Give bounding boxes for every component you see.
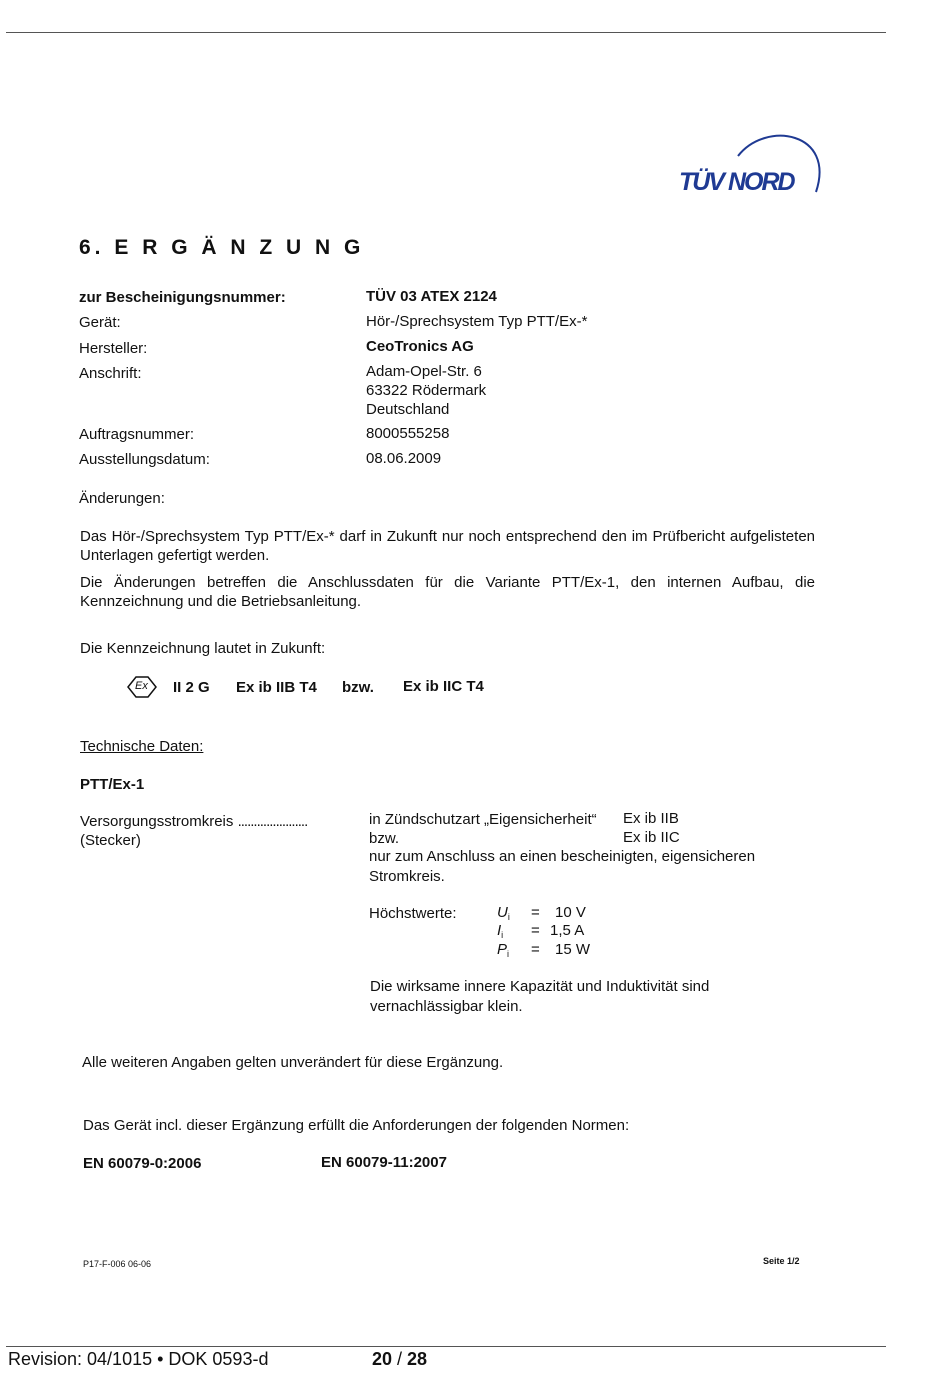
address-line: Deutschland (366, 401, 450, 418)
address-line: 63322 Rödermark (366, 382, 487, 399)
supply-line-2: bzw. (369, 830, 400, 847)
max-value-subscript: i (501, 930, 504, 940)
page-title: 6. E R G Ä N Z U N G (79, 236, 365, 259)
max-value-symbol: I (497, 922, 502, 939)
top-divider (6, 32, 886, 33)
tuv-nord-logo (676, 126, 836, 206)
max-value-val: 1,5 A (550, 922, 585, 939)
address-label: Anschrift: (79, 365, 142, 382)
max-value-subscript: i (507, 949, 510, 959)
supply-line-4: Stromkreis. (369, 868, 445, 885)
max-value-subscript: i (507, 912, 510, 922)
changes-label: Änderungen: (79, 490, 165, 507)
capacitance-line-1: Die wirksame innere Kapazität und Induktivität sind (370, 978, 710, 995)
order-label: Auftragsnummer: (79, 426, 195, 443)
max-value-row (497, 941, 509, 963)
footer-page-current: 20 (372, 1349, 393, 1369)
device-value: Hör-/Sprechsystem Typ PTT/Ex-* (366, 313, 588, 330)
max-value-val: 10 V (555, 904, 586, 921)
norms-intro: Das Gerät incl. dieser Ergänzung erfüllt die Anforderungen der folgenden Normen: (83, 1117, 630, 1134)
max-value-eq: = (531, 922, 540, 939)
marking-type-iib: Ex ib IIB T4 (236, 679, 317, 696)
footer-page-total: 28 (407, 1349, 428, 1369)
supply-value-iib: Ex ib IIB (623, 810, 679, 827)
norm-item: EN 60079-0:2006 (83, 1155, 202, 1172)
supply-dots: ...................... (237, 813, 308, 830)
supply-label-text: Versorgungsstromkreis (80, 813, 234, 830)
order-value: 8000555258 (366, 425, 450, 442)
norm-item: EN 60079-11:2007 (321, 1154, 447, 1171)
marking-intro: Die Kennzeichnung lautet in Zukunft: (80, 640, 326, 657)
paragraph-changes: Die Änderungen betreffen die Anschlussdaten für die Variante PTT/Ex-1, den internen Aufbau, die Kennzeichnung und die Betriebsanleitung. (80, 574, 815, 610)
supply-sub-label: (Stecker) (80, 832, 141, 849)
max-value-eq: = (531, 904, 540, 921)
page-indicator: Seite 1/2 (763, 1256, 800, 1266)
footer-revision: Revision: 04/1015 • DOK 0593-d (8, 1349, 269, 1369)
paragraph-production: Das Hör-/Sprechsystem Typ PTT/Ex-* darf in Zukunft nur noch entsprechend den im Prüfbericht aufgelisteten Unterlagen gefertigt werden. (80, 528, 815, 564)
variant-label: PTT/Ex-1 (80, 776, 145, 793)
device-label: Gerät: (79, 314, 121, 331)
supply-line-1: in Zündschutzart „Eigensicherheit“ (369, 811, 597, 828)
footer-page-number (372, 1349, 427, 1370)
ex-symbol-text: Ex (135, 680, 148, 692)
tech-heading: Technische Daten: (80, 738, 204, 755)
marking-group: II 2 G (173, 679, 210, 696)
max-value-symbol: U (497, 904, 508, 921)
supply-label (80, 813, 307, 831)
address-line: Adam-Opel-Str. 6 (366, 363, 482, 380)
footer-page-separator: / (392, 1349, 408, 1369)
supply-line-3: nur zum Anschluss an einen bescheinigten, eigensicheren (369, 848, 756, 865)
certificate-label: zur Bescheinigungsnummer: (79, 289, 286, 306)
max-values-label: Höchstwerte: (369, 905, 457, 922)
max-value-symbol: P (497, 941, 508, 958)
manufacturer-label: Hersteller: (79, 340, 148, 357)
max-value-eq: = (531, 941, 540, 958)
form-code: P17-F-006 06-06 (83, 1259, 152, 1269)
unchanged-note: Alle weiteren Angaben gelten unverändert für diese Ergänzung. (82, 1054, 504, 1071)
capacitance-line-2: vernachlässigbar klein. (370, 998, 523, 1015)
supply-value-iic: Ex ib IIC (623, 829, 680, 846)
issue-date-value: 08.06.2009 (366, 450, 442, 467)
marking-or: bzw. (342, 679, 374, 696)
certificate-value: TÜV 03 ATEX 2124 (366, 288, 497, 305)
manufacturer-value: CeoTronics AG (366, 338, 474, 355)
ex-hexagon-icon (127, 676, 157, 698)
bottom-divider (6, 1346, 886, 1347)
logo-text: TÜV NORD (679, 168, 794, 196)
issue-date-label: Ausstellungsdatum: (79, 451, 210, 468)
marking-type-iic: Ex ib IIC T4 (403, 678, 484, 695)
max-value-val: 15 W (555, 941, 591, 958)
